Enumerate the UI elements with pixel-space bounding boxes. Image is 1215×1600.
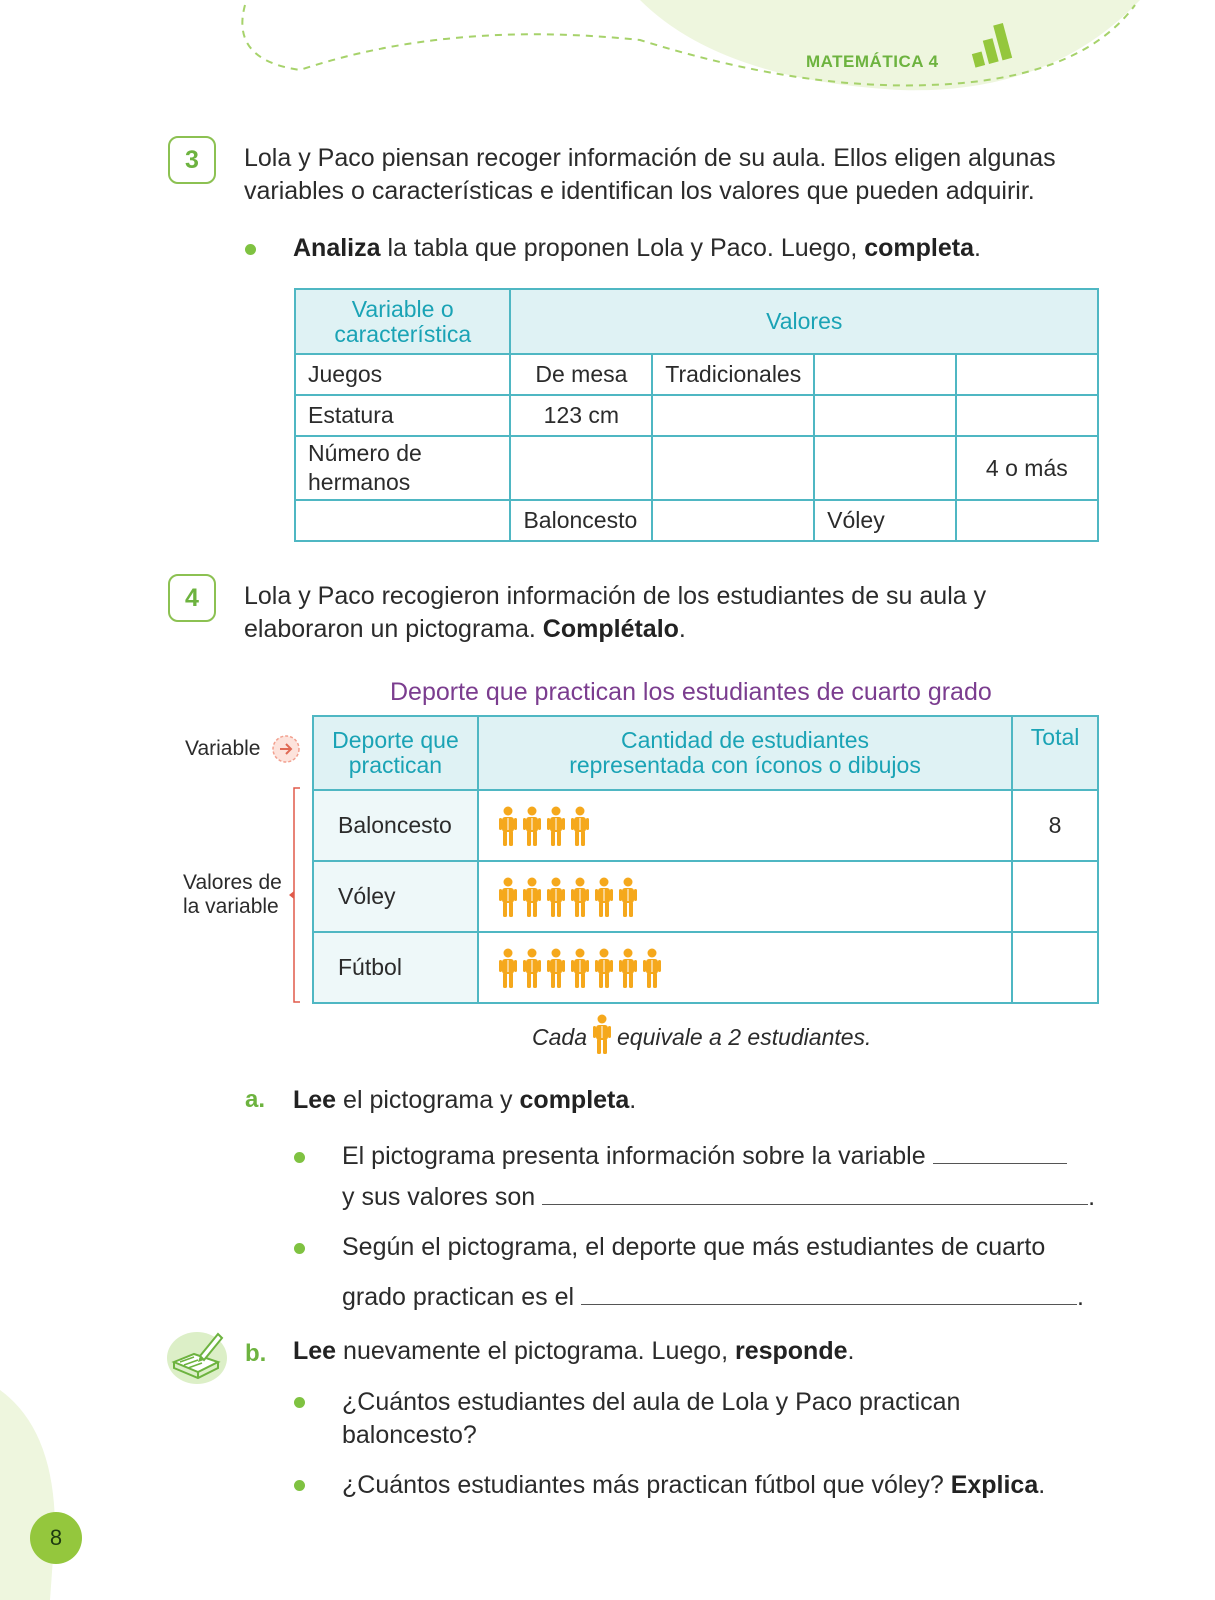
answer-blank[interactable]	[542, 1185, 1088, 1205]
activity-3-instruction: Analiza la tabla que proponen Lola y Paco. Luego, completa.	[293, 234, 981, 262]
activity-4-number: 4	[168, 574, 216, 622]
total-cell: 8	[1012, 790, 1098, 861]
answer-blank[interactable]	[581, 1285, 1077, 1305]
value-cell: Baloncesto	[510, 500, 652, 541]
table-row	[295, 500, 1098, 541]
person-icon	[547, 806, 565, 846]
pictogram-legend: Cada equivale a 2 estudiantes.	[532, 1014, 871, 1060]
value-cell-blank[interactable]	[652, 500, 814, 541]
pictogram-title: Deporte que practican los estudiantes de cuarto grado	[390, 678, 992, 706]
bullet	[294, 1243, 305, 1254]
bullet	[294, 1480, 305, 1491]
sport-label: Fútbol	[313, 932, 478, 1003]
value-cell-blank[interactable]	[956, 395, 1098, 436]
activity-4-intro: Lola y Paco recogieron información de los estudiantes de su aula y elaboraron un pictograma. Complétalo.	[244, 582, 987, 643]
part-a-item-2: Según el pictograma, el deporte que más estudiantes de cuarto	[342, 1233, 1046, 1261]
person-icon	[523, 806, 541, 846]
value-cell-blank[interactable]	[652, 436, 814, 500]
answer-blank[interactable]	[933, 1144, 1067, 1164]
part-b-letter: b.	[245, 1340, 267, 1367]
person-icon	[523, 948, 541, 988]
header-values: Valores	[510, 289, 1098, 354]
pictogram-row	[313, 932, 1098, 1003]
icon-cell	[478, 932, 1012, 1003]
icon-cell	[478, 861, 1012, 932]
part-a-item-1-line-2: y sus valores son .	[342, 1183, 1096, 1211]
value-cell-blank[interactable]	[510, 436, 652, 500]
value-cell-blank[interactable]	[652, 395, 814, 436]
person-icon	[499, 948, 517, 988]
pictogram-row	[313, 790, 1098, 861]
pictogram-table	[312, 715, 1099, 1004]
corner-decoration	[0, 1390, 60, 1600]
header-total: Total	[1012, 716, 1098, 790]
person-icon	[619, 948, 637, 988]
value-cell-blank[interactable]	[956, 500, 1098, 541]
variables-table	[294, 288, 1099, 542]
values-bracket	[288, 786, 304, 1004]
part-a-instruction: Lee el pictograma y completa.	[293, 1086, 637, 1114]
subject-header: MATEMÁTICA 4	[806, 52, 939, 71]
bullet	[294, 1397, 305, 1408]
row-label-blank[interactable]	[295, 500, 510, 541]
bullet	[294, 1152, 305, 1163]
activity-3-intro: Lola y Paco piensan recoger información de su aula. Ellos eligen algunas variables o características e identifican los valores que pueden adquirir.	[244, 144, 1056, 205]
bullet	[245, 244, 256, 255]
person-icon	[619, 877, 637, 917]
table-row	[295, 436, 1098, 500]
header-sport: Deporte que practican	[313, 716, 478, 790]
header-quantity: Cantidad de estudiantes representada con íconos o dibujos	[478, 716, 1012, 790]
part-b-question-1: ¿Cuántos estudiantes del aula de Lola y Paco practican baloncesto?	[342, 1388, 961, 1449]
notebook-pencil-icon	[164, 1326, 230, 1386]
value-cell-blank[interactable]	[956, 354, 1098, 395]
table-row	[295, 354, 1098, 395]
person-icon	[593, 1014, 611, 1054]
part-a-item-1: El pictograma presenta información sobre la variable	[342, 1140, 1067, 1173]
table-row	[295, 395, 1098, 436]
value-cell: Tradicionales	[652, 354, 814, 395]
page-number: 8	[30, 1512, 82, 1564]
row-label: Número de hermanos	[295, 436, 510, 500]
person-icon	[643, 948, 661, 988]
value-cell-blank[interactable]	[814, 395, 956, 436]
header-variable: Variable o característica	[295, 289, 510, 354]
header-decoration	[0, 0, 1215, 120]
value-cell: 123 cm	[510, 395, 652, 436]
part-a-letter: a.	[245, 1086, 266, 1113]
value-cell-blank[interactable]	[814, 436, 956, 500]
pictogram-row	[313, 861, 1098, 932]
activity-3-number: 3	[168, 136, 216, 184]
row-label: Estatura	[295, 395, 510, 436]
person-icon	[593, 1014, 611, 1060]
icon-cell	[478, 790, 1012, 861]
person-icon	[499, 877, 517, 917]
value-cell: Vóley	[814, 500, 956, 541]
part-b-instruction: Lee nuevamente el pictograma. Luego, responde.	[293, 1337, 855, 1365]
person-icon	[547, 948, 565, 988]
value-cell: 4 o más	[956, 436, 1098, 500]
sport-label: Baloncesto	[313, 790, 478, 861]
sport-label: Vóley	[313, 861, 478, 932]
person-icon	[595, 948, 613, 988]
person-icon	[499, 806, 517, 846]
person-icon	[547, 877, 565, 917]
value-cell: De mesa	[510, 354, 652, 395]
total-cell-blank[interactable]	[1012, 861, 1098, 932]
row-label: Juegos	[295, 354, 510, 395]
person-icon	[523, 877, 541, 917]
part-b-question-2: ¿Cuántos estudiantes más practican fútbol que vóley? Explica.	[342, 1471, 1046, 1499]
arrow-circle-icon	[271, 734, 301, 764]
person-icon	[595, 877, 613, 917]
bar-chart-icon	[964, 14, 1024, 74]
person-icon	[571, 806, 589, 846]
side-label-variable: Variable	[185, 737, 261, 760]
total-cell-blank[interactable]	[1012, 932, 1098, 1003]
side-label-values: Valores de la variable	[183, 871, 282, 918]
person-icon	[571, 948, 589, 988]
part-a-item-2-line-2: grado practican es el .	[342, 1283, 1084, 1311]
person-icon	[571, 877, 589, 917]
value-cell-blank[interactable]	[814, 354, 956, 395]
